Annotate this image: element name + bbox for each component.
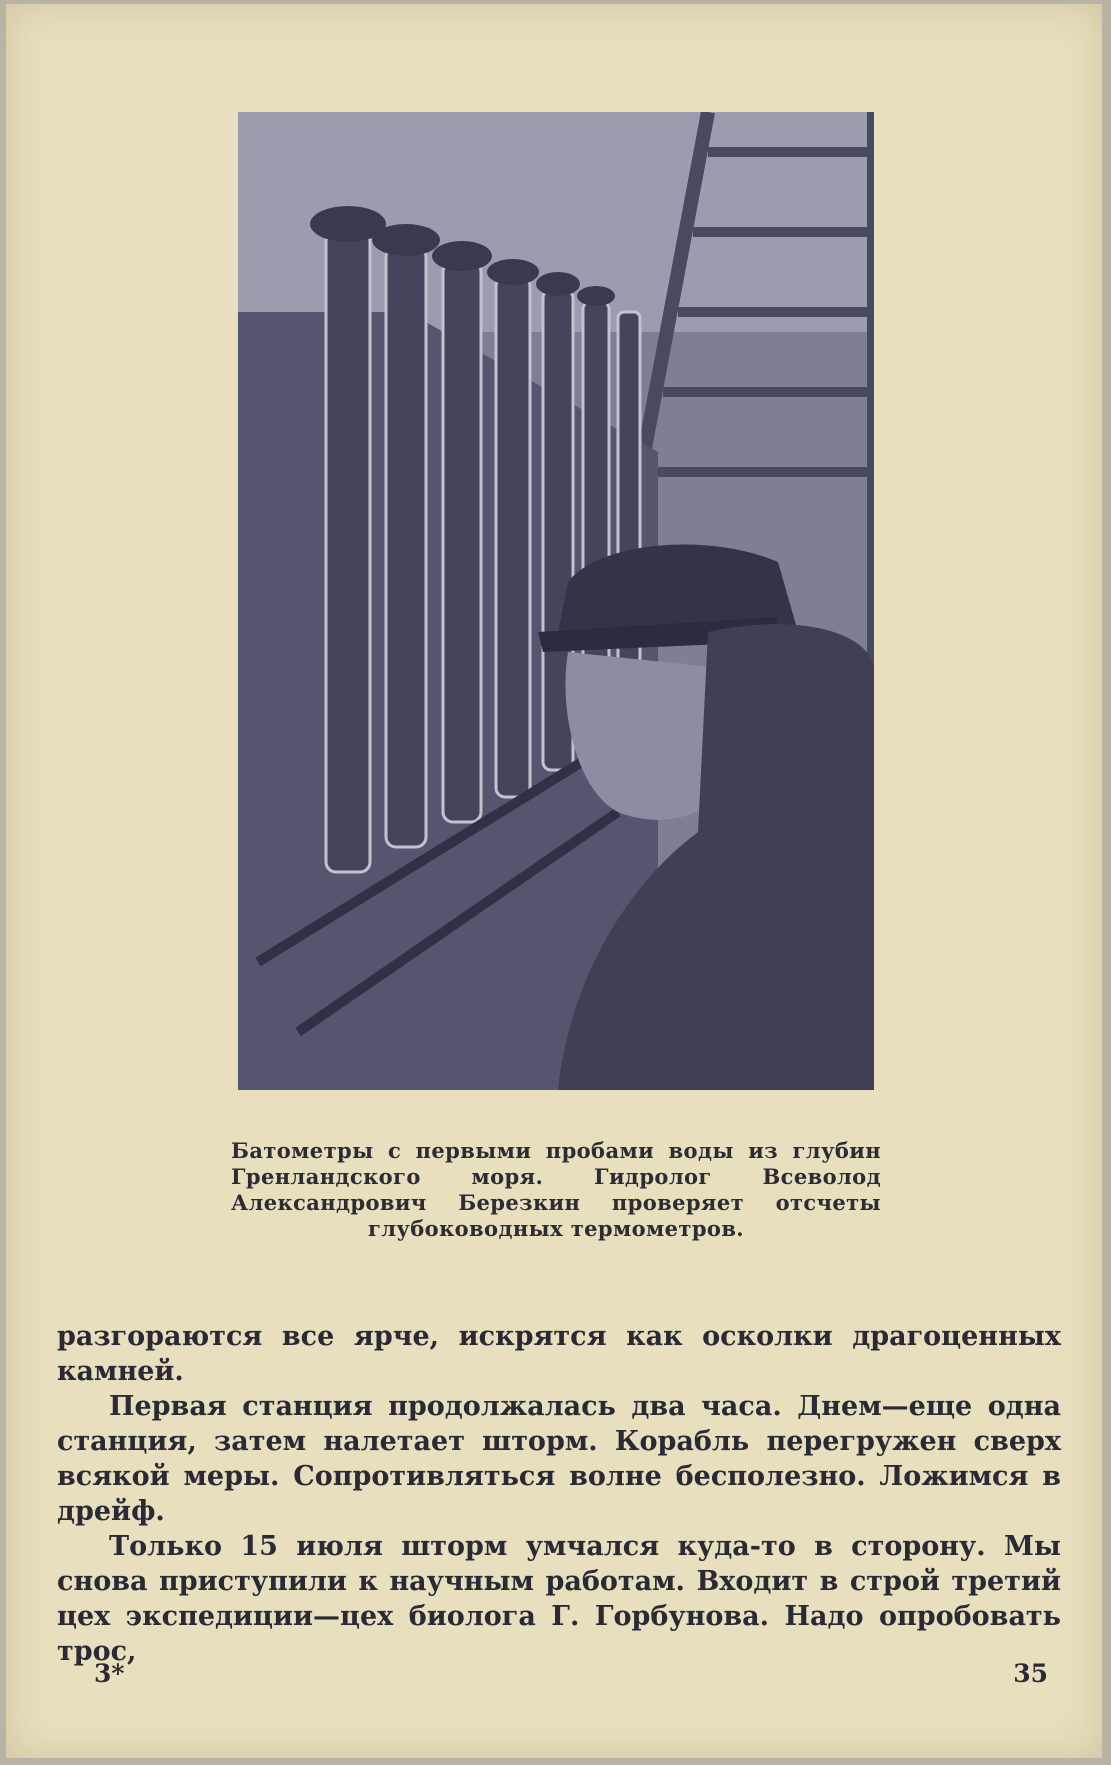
page-number: 35 (1013, 1659, 1048, 1688)
paragraph: Только 15 июля шторм умчался куда-то в сторону. Мы снова приступили к научным работам. Входит в строй третий цех экспедиции—цех биолога Г. Горбунова. Надо опробовать трос, (57, 1531, 1061, 1667)
book-page (6, 4, 1102, 1758)
signature-mark: 3* (94, 1659, 125, 1688)
photo-caption: Батометры с первыми пробами воды из глубин Гренландского моря. Гидролог Всеволод Александрович Березкин проверяет отсчеты глубоководных термометров. (231, 1138, 881, 1241)
photograph-hydrologist-bathometers (238, 112, 874, 1090)
paragraph: разгораются все ярче, искрятся как осколки драгоценных камней. (57, 1321, 1061, 1387)
paragraph: Первая станция продолжалась два часа. Днем—еще одна станция, затем налетает шторм. Корабль перегружен сверх всякой меры. Сопротивляться волне бесполезно. Ложимся в дрейф. (57, 1391, 1061, 1527)
photo-illustration (238, 112, 874, 1090)
body-text (57, 1319, 1061, 1669)
